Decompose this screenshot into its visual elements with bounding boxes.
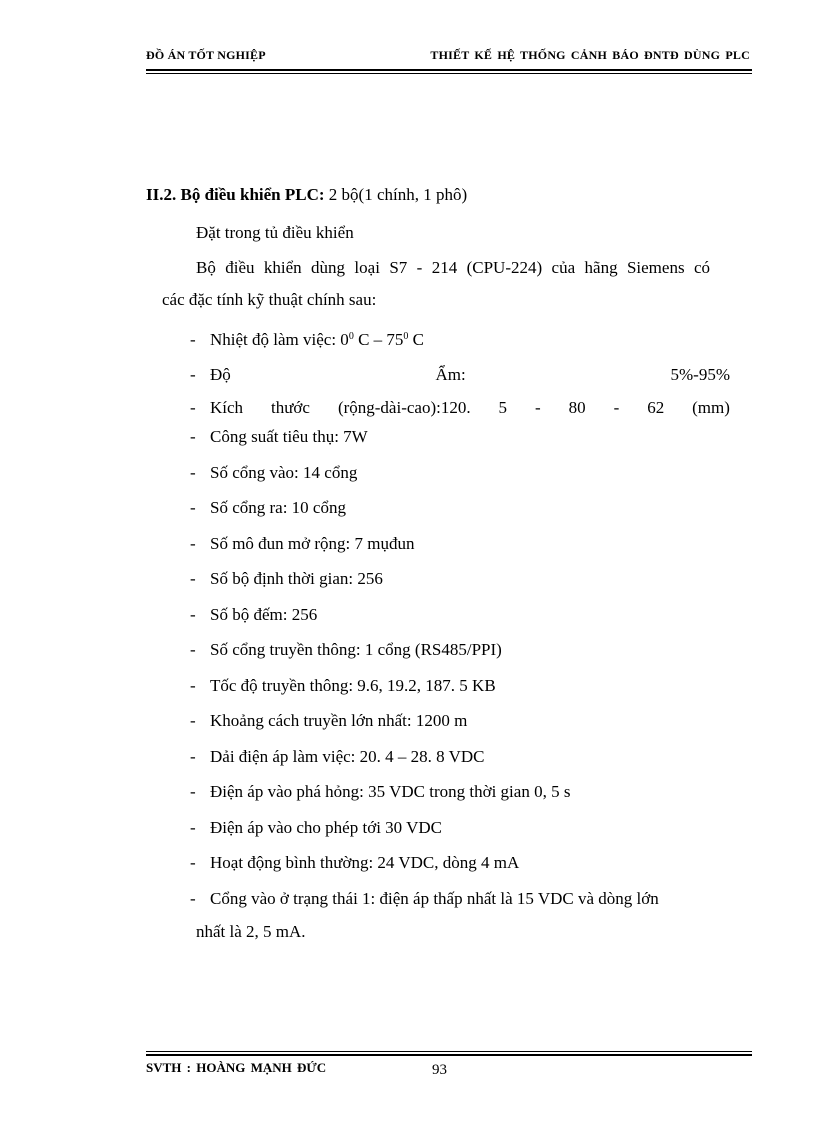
list-dash: - [190, 427, 196, 446]
list-dash: - [190, 711, 196, 730]
header-rule [146, 69, 752, 71]
list-dash: - [190, 330, 196, 349]
footer-author: SVTH : HOÀNG MẠNH ĐỨC [146, 1060, 327, 1075]
list-dash: - [190, 398, 196, 417]
humidity-word: Ẩm: [435, 365, 466, 384]
list-item-text: Số mô đun mở rộng: 7 mụđun [210, 534, 415, 553]
section-title [146, 185, 467, 205]
list-item-continuation: nhất là 2, 5 mA. [196, 922, 306, 941]
temp-sup-2: 0 [403, 331, 409, 342]
footer-rule [146, 1054, 752, 1056]
size-word: (rộng-dài-cao):120. [337, 398, 471, 417]
list-dash: - [190, 640, 196, 659]
list-item-humidity [210, 365, 730, 385]
list-item-text: Số cổng truyền thông: 1 cổng (RS485/PPI) [210, 640, 502, 659]
header-left-title: ĐỒ ÁN TỐT NGHIỆP [146, 48, 266, 62]
list-item-text: Dải điện áp làm việc: 20. 4 – 28. 8 VDC [210, 747, 485, 766]
list-item-temperature [210, 330, 424, 350]
list-dash: - [190, 889, 196, 908]
list-item-size [210, 398, 730, 418]
page-header [146, 48, 750, 68]
temp-label: Nhiệt độ làm việc: 0 [210, 330, 349, 349]
size-word: 80 [568, 398, 586, 417]
list-dash: - [190, 498, 196, 517]
list-item-text: Công suất tiêu thụ: 7W [210, 427, 368, 446]
temp-mid: C – 75 [353, 330, 404, 349]
page-number: 93 [432, 1062, 447, 1078]
list-dash: - [190, 747, 196, 766]
list-item-text: Số bộ định thời gian: 256 [210, 569, 383, 588]
size-word: Kích [210, 398, 244, 417]
list-dash: - [190, 605, 196, 624]
temp-end: C [408, 330, 424, 349]
size-word: - [613, 398, 620, 417]
list-item-text: Số cổng vào: 14 cổng [210, 463, 358, 482]
list-dash: - [190, 534, 196, 553]
section-title-bold: II.2. Bộ điều khiển PLC: [146, 185, 325, 204]
list-item-text: Điện áp vào phá hỏng: 35 VDC trong thời gian 0, 5 s [210, 782, 571, 801]
list-item-text: Điện áp vào cho phép tới 30 VDC [210, 818, 442, 837]
size-word: thước [271, 398, 310, 417]
list-item-text: Số bộ đếm: 256 [210, 605, 318, 624]
temp-sup-1: 0 [348, 331, 354, 342]
list-dash: - [190, 818, 196, 837]
size-word: - [534, 398, 541, 417]
list-item-text: Số cổng ra: 10 cổng [210, 498, 346, 517]
list-dash: - [190, 365, 196, 384]
paragraph-location: Đặt trong tủ điều khiển [196, 223, 354, 242]
list-item-text: Tốc độ truyền thông: 9.6, 19.2, 187. 5 KB [210, 676, 496, 695]
paragraph-intro-line2: các đặc tính kỹ thuật chính sau: [162, 290, 377, 309]
list-item-text: Cổng vào ở trạng thái 1: điện áp thấp nhất là 15 VDC và dòng lớn [210, 889, 659, 908]
humidity-word: Độ [210, 365, 231, 384]
header-rule-thin [146, 73, 752, 74]
list-item-text: Hoạt động bình thường: 24 VDC, dòng 4 mA [210, 853, 520, 872]
list-dash: - [190, 569, 196, 588]
header-right-title: THIẾT KẾ HỆ THỐNG CẢNH BÁO ĐNTĐ DÙNG PLC [430, 48, 750, 62]
size-word: (mm) [692, 398, 730, 417]
section-title-rest: 2 bộ(1 chính, 1 phô) [324, 185, 468, 204]
list-dash: - [190, 463, 196, 482]
size-word: 5 [498, 398, 508, 417]
paragraph-intro-line1: Bộ điều khiển dùng loại S7 - 214 (CPU-224) của hãng Siemens có [196, 258, 710, 277]
list-dash: - [190, 853, 196, 872]
list-dash: - [190, 782, 196, 801]
humidity-word: 5%-95% [670, 365, 730, 384]
footer-rule-thin [146, 1051, 752, 1052]
list-item-text: Khoảng cách truyền lớn nhất: 1200 m [210, 711, 468, 730]
size-word: 62 [647, 398, 665, 417]
list-dash: - [190, 676, 196, 695]
